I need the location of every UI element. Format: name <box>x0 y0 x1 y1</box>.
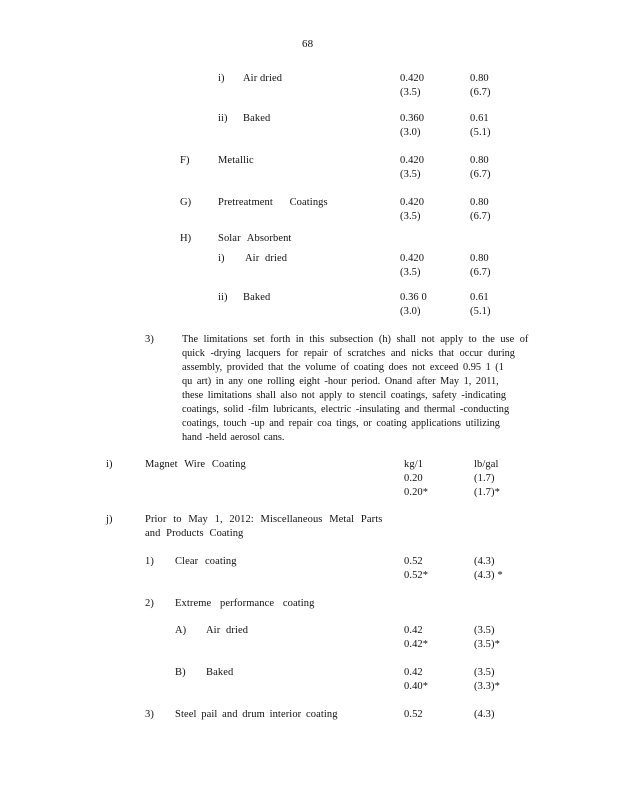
value-cell: 0.36 0 <box>400 292 427 303</box>
paragraph-line: coatings, touch -up and repair coa tings, or coating applications utilizing <box>182 418 500 429</box>
row-label: Air dried <box>206 625 249 636</box>
row-number: H) <box>180 233 192 244</box>
value-cell: (4.3) * <box>474 570 503 581</box>
row-number: G) <box>180 197 192 208</box>
value-cell: (3.5) <box>474 667 495 678</box>
value-cell: (6.7) <box>470 267 491 278</box>
row-label: Clear coating <box>175 556 237 567</box>
value-cell: (5.1) <box>470 306 491 317</box>
row-label: Extreme performance coating <box>175 598 315 609</box>
value-cell: 0.420 <box>400 73 425 84</box>
row-number: ii) <box>218 292 228 303</box>
value-cell: 0.80 <box>470 253 489 264</box>
paragraph-line: coatings, solid -film lubricants, electric -insulating and thermal -conducting <box>182 404 510 415</box>
value-cell: (3.5) <box>400 169 421 180</box>
row-label: and Products Coating <box>145 528 244 539</box>
value-cell: 0.40* <box>404 681 429 692</box>
value-cell: (5.1) <box>470 127 491 138</box>
row-number: j) <box>106 514 113 525</box>
column-header: lb/gal <box>474 459 499 470</box>
value-cell: (3.3)* <box>474 681 500 692</box>
row-number: 3) <box>145 709 154 720</box>
paragraph-line: quick -drying lacquers for repair of scratches and nicks that occur during <box>182 348 515 359</box>
row-label: Prior to May 1, 2012: Miscellaneous Metal Parts <box>145 514 383 525</box>
value-cell: 0.52 <box>404 556 423 567</box>
value-cell: 0.20 <box>404 473 423 484</box>
paragraph-line: The limitations set forth in this subsection (h) shall not apply to the use of <box>182 334 529 345</box>
paragraph-number: 3) <box>145 334 154 345</box>
row-number: 1) <box>145 556 154 567</box>
paragraph-line: qu art) in any one rolling eight -hour period. Onand after May 1, 2011, <box>182 376 499 387</box>
value-cell: (6.7) <box>470 211 491 222</box>
row-label: Baked <box>206 667 234 678</box>
value-cell: 0.20* <box>404 487 429 498</box>
value-cell: 0.80 <box>470 73 489 84</box>
value-cell: 0.52 <box>404 709 423 720</box>
value-cell: (3.5) <box>400 211 421 222</box>
row-label: Air dried <box>243 73 283 84</box>
row-number: ii) <box>218 113 228 124</box>
row-number: F) <box>180 155 190 166</box>
row-number: 2) <box>145 598 154 609</box>
row-label: Solar Absorbent <box>218 233 292 244</box>
value-cell: (3.5) <box>400 267 421 278</box>
value-cell: (1.7) <box>474 473 495 484</box>
page-number: 68 <box>302 38 314 50</box>
row-label: Baked <box>243 292 271 303</box>
value-cell: 0.52* <box>404 570 429 581</box>
column-header: kg/1 <box>404 459 424 470</box>
row-label: Magnet Wire Coating <box>145 459 246 470</box>
value-cell: 0.420 <box>400 155 425 166</box>
value-cell: 0.80 <box>470 155 489 166</box>
row-label: Baked <box>243 113 271 124</box>
value-cell: (1.7)* <box>474 487 500 498</box>
value-cell: (3.5)* <box>474 639 500 650</box>
value-cell: 0.42 <box>404 625 423 636</box>
value-cell: 0.61 <box>470 292 489 303</box>
paragraph-line: these limitations shall also not apply to stencil coatings, safety -indicating <box>182 390 506 401</box>
row-label: Pretreatment Coatings <box>218 197 328 208</box>
paragraph-line: assembly, provided that the volume of coating does not exceed 0.95 1 (1 <box>182 362 504 373</box>
value-cell: 0.80 <box>470 197 489 208</box>
row-number: i) <box>218 73 225 84</box>
value-cell: (6.7) <box>470 169 491 180</box>
value-cell: (6.7) <box>470 87 491 98</box>
row-label: Air dried <box>245 253 288 264</box>
row-number: i) <box>218 253 225 264</box>
value-cell: (3.0) <box>400 306 421 317</box>
value-cell: (4.3) <box>474 709 495 720</box>
row-number: B) <box>175 667 186 678</box>
value-cell: 0.420 <box>400 197 425 208</box>
row-label: Metallic <box>218 155 254 166</box>
value-cell: 0.42 <box>404 667 423 678</box>
value-cell: (3.5) <box>474 625 495 636</box>
value-cell: 0.420 <box>400 253 425 264</box>
row-number: i) <box>106 459 113 470</box>
value-cell: 0.360 <box>400 113 425 124</box>
value-cell: (3.0) <box>400 127 421 138</box>
row-number: A) <box>175 625 187 636</box>
limitations-paragraph <box>182 333 542 445</box>
paragraph-line: hand -held aerosol cans. <box>182 432 285 443</box>
value-cell: (4.3) <box>474 556 495 567</box>
value-cell: 0.61 <box>470 113 489 124</box>
value-cell: 0.42* <box>404 639 429 650</box>
value-cell: (3.5) <box>400 87 421 98</box>
row-label: Steel pail and drum interior coating <box>175 709 338 720</box>
